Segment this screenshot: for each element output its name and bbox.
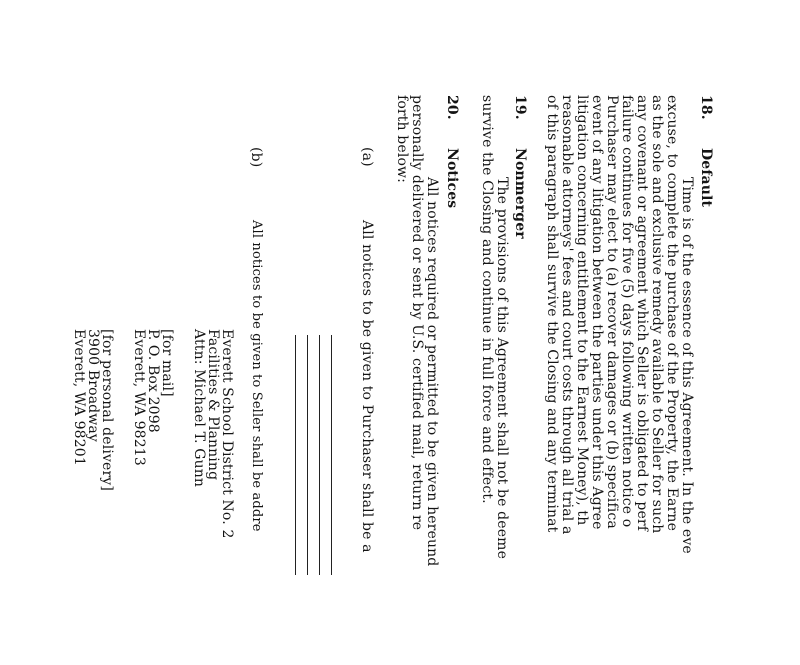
seller-address-line: Everett School District No. 2 bbox=[219, 329, 235, 539]
section-19-line: The provisions of this Agreement shall not be deeme bbox=[494, 177, 510, 560]
section-18-title: Default bbox=[698, 148, 714, 208]
seller-address-line: [for personal delivery] bbox=[99, 329, 115, 491]
seller-address-line: P. O. Box 2098 bbox=[145, 329, 161, 433]
blank-address-line bbox=[295, 335, 296, 575]
section-20-line: All notices required or permitted to be given hereund bbox=[424, 177, 440, 567]
section-18-line: failure continues for five (5) days following written notice o bbox=[619, 95, 635, 528]
seller-address-line: Everett, WA 98213 bbox=[131, 329, 147, 466]
blank-address-line bbox=[331, 335, 332, 575]
section-18-line: any covenant or agreement which Seller is obligated to perf bbox=[634, 95, 650, 532]
section-20-number: 20. bbox=[444, 95, 460, 120]
scanned-page bbox=[55, 95, 715, 665]
section-19-number: 19. bbox=[512, 95, 528, 120]
clause-b-text: All notices to be given to Seller shall be addre bbox=[249, 220, 264, 532]
section-19-title: Nonmerger bbox=[512, 148, 528, 239]
section-19-line: survive the Closing and continue in full force and effect. bbox=[479, 95, 495, 504]
clause-a-text: All notices to be given to Purchaser shall be a bbox=[359, 220, 375, 553]
section-20-line: personally delivered or sent by U.S. certified mail, return re bbox=[409, 95, 425, 531]
seller-address-line: Facilities & Planning bbox=[205, 329, 221, 481]
section-18-line: litigation concerning entitlement to the Earnest Money), th bbox=[574, 95, 590, 526]
seller-address-line: 3900 Broadway bbox=[85, 329, 101, 442]
section-18-line: of this paragraph shall survive the Closing and any terminat bbox=[544, 95, 560, 533]
section-20-title: Notices bbox=[444, 148, 460, 209]
blank-address-line bbox=[307, 335, 308, 575]
section-18-number: 18. bbox=[698, 95, 714, 120]
section-18-line: as the sole and exclusive remedy available to Seller for such bbox=[649, 95, 665, 534]
clause-b-label: (b) bbox=[248, 147, 264, 168]
seller-address-line: [for mail] bbox=[159, 329, 175, 397]
section-18-line: Time is of the essence of this Agreement. In the eve bbox=[679, 177, 695, 554]
section-18-line: event of any litigation between the parties under this Agree bbox=[589, 95, 605, 530]
clause-a-label: (a) bbox=[359, 147, 375, 167]
blank-address-line bbox=[319, 335, 320, 575]
section-18-line: Purchaser may elect to (a) recover damages or (b) specifica bbox=[604, 95, 620, 529]
seller-address-line: Attn: Michael T. Gunn bbox=[191, 329, 207, 488]
seller-address-line: Everett, WA 98201 bbox=[71, 329, 87, 466]
section-18-line: reasonable attorneys' fees and court costs through all trial a bbox=[559, 95, 575, 535]
section-18-line: excuse, to complete the purchase of the Property, the Earne bbox=[664, 95, 680, 532]
section-20-line: forth below: bbox=[394, 95, 410, 184]
